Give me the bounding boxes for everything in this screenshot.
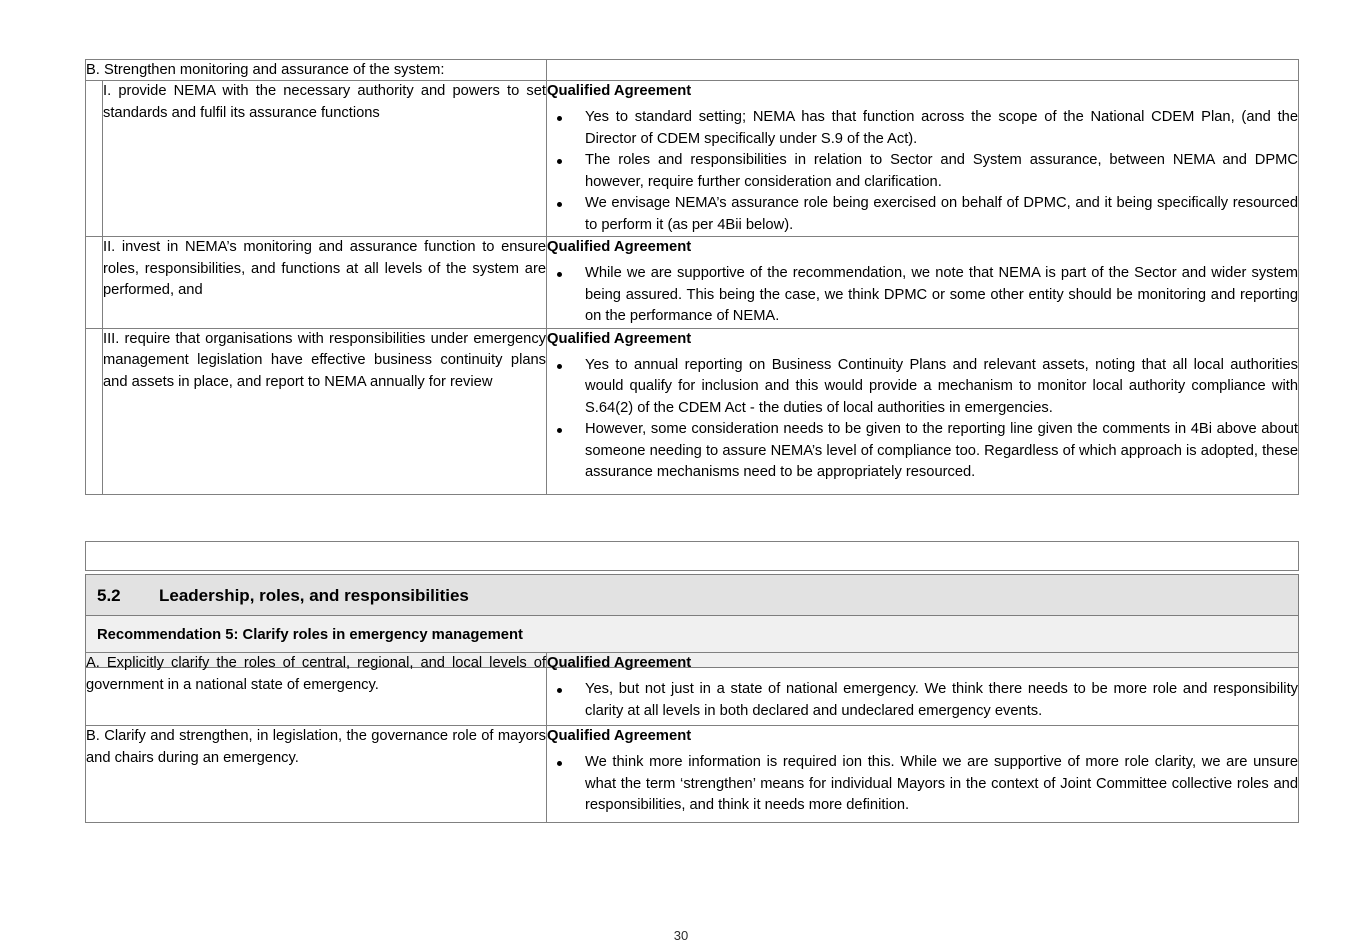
response-cell <box>547 81 1299 237</box>
recommendation-text: II. invest in NEMA’s monitoring and assurance function to ensure roles, responsibilities, and functions at all levels of the system are performed, and <box>103 237 547 329</box>
table-row <box>86 726 1299 823</box>
recommendation-text: III. require that organisations with responsibilities under emergency management legislation have effective business continuity plans and assets in place, and report to NEMA annually for review <box>103 328 547 494</box>
list-item: We envisage NEMA’s assurance role being exercised on behalf of DPMC, and it being specifically resourced to perform it (as per 4Bii below). <box>547 193 1298 236</box>
list-item: Yes to annual reporting on Business Continuity Plans and relevant assets, noting that all local authorities would qualify for inclusion and this would provide a mechanism to monitor local authority compliance with S.64(2) of the CDEM Act - the duties of local authorities in emergencies. <box>547 355 1298 420</box>
response-title: Qualified Agreement <box>547 239 692 255</box>
response-bullet-list <box>547 355 1298 484</box>
spacer-table <box>85 541 1299 571</box>
page-number: 30 <box>673 928 689 940</box>
table-row <box>86 653 1299 726</box>
response-title: Qualified Agreement <box>547 330 692 347</box>
response-title: Qualified Agreement <box>547 655 692 671</box>
indent-cell <box>86 328 103 494</box>
response-bullet-list <box>547 263 1298 328</box>
response-cell <box>547 726 1299 823</box>
section-heading-row <box>86 575 1299 616</box>
response-title: Qualified Agreement <box>547 728 692 744</box>
list-item: The roles and responsibilities in relation to Sector and System assurance, between NEMA and DPMC however, require further consideration and clarification. <box>547 150 1298 193</box>
list-item: Yes, but not just in a state of national emergency. We think there needs to be more role and responsibility clarity at all levels in both declared and undeclared emergency events. <box>547 679 1298 722</box>
indent-cell <box>86 81 103 237</box>
table-row <box>86 328 1299 494</box>
section-heading-cell <box>86 575 1299 616</box>
list-item: While we are supportive of the recommendation, we note that NEMA is part of the Sector and wider system being assured. This being the case, we think DPMC or some other entity should be monitoring and reporting on the performance of NEMA. <box>547 263 1298 328</box>
response-cell <box>547 328 1299 494</box>
spacer-row <box>86 542 1299 571</box>
list-item: We think more information is required ion this. While we are supportive of more role clarity, we are unsure what the term ‘strengthen’ means for individual Mayors in the context of Joint Committee collective roles and responsibilities, and think it needs more definition. <box>547 752 1298 817</box>
section-b-label: B. Strengthen monitoring and assurance of the system: <box>86 60 547 81</box>
table-row <box>86 237 1299 329</box>
leadership-roles-table <box>85 652 1299 823</box>
section-b-response-empty <box>547 60 1299 81</box>
recommendation-text: I. provide NEMA with the necessary authority and powers to set standards and fulfil its assurance functions <box>103 81 547 237</box>
section-number: 5.2 <box>97 586 121 605</box>
response-bullet-list <box>547 752 1298 817</box>
response-cell <box>547 653 1299 726</box>
response-bullet-list <box>547 679 1298 722</box>
section-title: Leadership, roles, and responsibilities <box>159 586 469 605</box>
table-row-section-b <box>86 60 1299 81</box>
recommendation-text: A. Explicitly clarify the roles of central, regional, and local levels of government in a national state of emergency. <box>86 653 547 726</box>
spacer-cell <box>86 542 1299 571</box>
monitoring-assurance-table <box>85 59 1299 495</box>
response-title: Qualified Agreement <box>547 83 692 99</box>
list-item: Yes to standard setting; NEMA has that function across the scope of the National CDEM Plan, (and the Director of CDEM specifically under S.9 of the Act). <box>547 107 1298 150</box>
recommendation-heading-text: Recommendation 5: Clarify roles in emergency management <box>97 627 523 643</box>
table-row <box>86 81 1299 237</box>
indent-cell <box>86 237 103 329</box>
response-cell <box>547 237 1299 329</box>
recommendation-text: B. Clarify and strengthen, in legislation, the governance role of mayors and chairs during an emergency. <box>86 726 547 823</box>
response-bullet-list <box>547 107 1298 236</box>
list-item: However, some consideration needs to be given to the reporting line given the comments in 4Bi above about someone needing to assure NEMA’s level of compliance too. Regardless of which approach is adopted, these assurance mechanisms need to be appropriately resourced. <box>547 419 1298 484</box>
